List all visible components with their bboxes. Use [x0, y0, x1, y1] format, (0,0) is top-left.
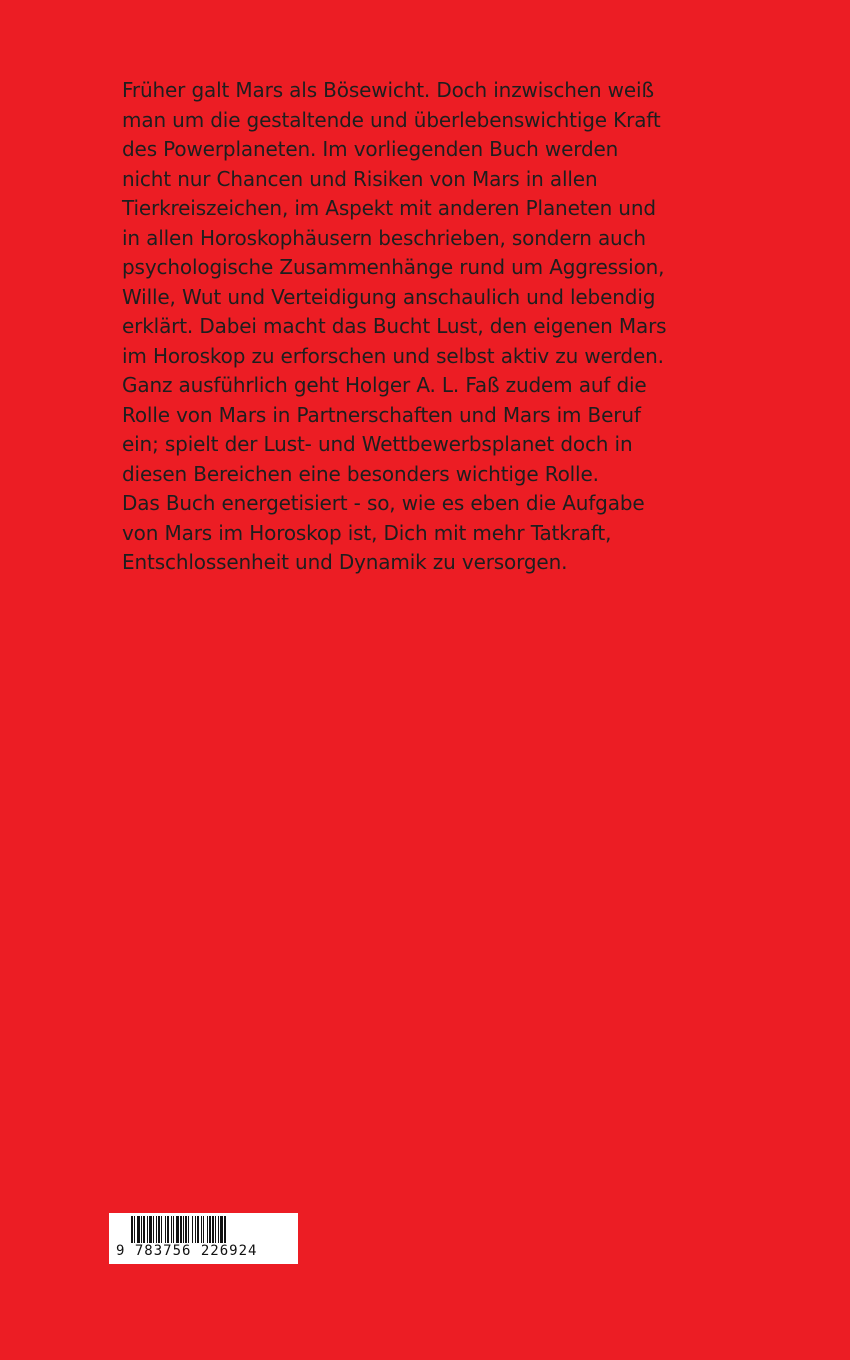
blurb-text	[122, 76, 722, 578]
blurb-line: Tierkreiszeichen, im Aspekt mit anderen Planeten und	[122, 196, 656, 220]
isbn-barcode	[109, 1213, 298, 1264]
blurb-line: Das Buch energetisiert - so, wie es eben die Aufgabe	[122, 491, 645, 515]
blurb-line: Früher galt Mars als Bösewicht. Doch inzwischen weiß	[122, 78, 654, 102]
blurb-line: ein; spielt der Lust- und Wettbewerbsplanet doch in	[122, 432, 633, 456]
blurb-line: man um die gestaltende und überlebenswichtige Kraft	[122, 107, 661, 132]
blurb-line: Rolle von Mars in Partnerschaften und Mars im Beruf	[122, 402, 641, 427]
blurb-line: im Horoskop zu erforschen und selbst aktiv zu werden.	[122, 343, 664, 368]
blurb-line: des Powerplaneten. Im vorliegenden Buch werden	[122, 137, 619, 161]
blurb-line: erklärt. Dabei macht das Bucht Lust, den eigenen Mars	[122, 314, 667, 338]
blurb-line: Ganz ausführlich geht Holger A. L. Faß zudem auf die	[122, 373, 647, 397]
blurb-line: diesen Bereichen eine besonders wichtige Rolle.	[122, 461, 599, 486]
isbn-number: 9 783756 226924	[116, 1243, 258, 1259]
blurb-line: psychologische Zusammenhänge rund um Aggression,	[122, 255, 665, 279]
blurb-line: in allen Horoskophäusern beschrieben, sondern auch	[122, 225, 646, 250]
blurb-line: Wille, Wut und Verteidigung anschaulich und lebendig	[122, 284, 656, 309]
blurb-line: von Mars im Horoskop ist, Dich mit mehr Tatkraft,	[122, 520, 612, 545]
blurb-line: Entschlossenheit und Dynamik zu versorgen.	[122, 550, 568, 574]
blurb-line: nicht nur Chancen und Risiken von Mars in allen	[122, 166, 598, 191]
